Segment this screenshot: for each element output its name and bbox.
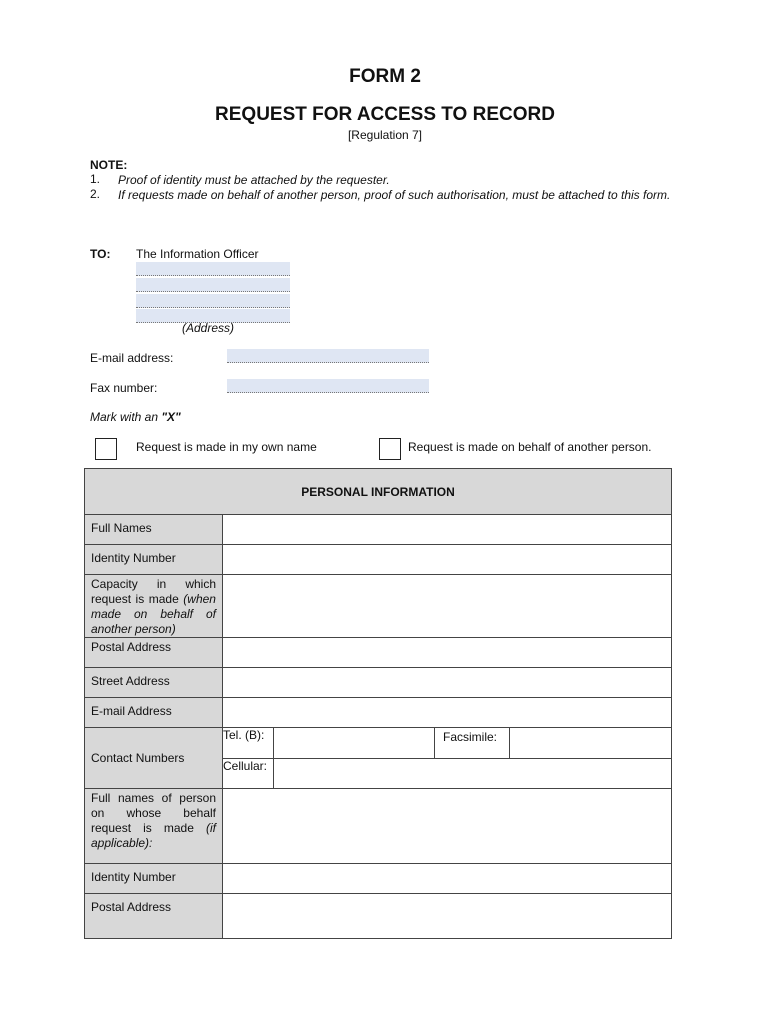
personal-information-table	[84, 468, 672, 939]
cellular-label: Cellular:	[223, 758, 274, 788]
personal-information-heading: PERSONAL INFORMATION	[85, 469, 672, 515]
contact-numbers-subtable	[223, 728, 671, 788]
capacity-label-note: (when made on behalf of another person)	[91, 592, 216, 636]
fax-field[interactable]	[227, 379, 429, 393]
address-line-1[interactable]	[136, 262, 290, 276]
postal-address-2-field[interactable]	[223, 894, 672, 939]
identity-number-2-label: Identity Number	[85, 864, 223, 894]
full-names-label: Full Names	[85, 515, 223, 545]
note-item-1-number: 1.	[90, 172, 101, 186]
to-label: TO:	[90, 247, 111, 261]
tel-b-label: Tel. (B):	[223, 728, 274, 758]
mark-instruction	[90, 410, 181, 424]
form-number: FORM 2	[349, 66, 421, 87]
note-item-1	[90, 172, 678, 188]
identity-number-field[interactable]	[223, 545, 672, 575]
note-heading: NOTE:	[90, 158, 128, 172]
own-name-checkbox[interactable]	[95, 438, 117, 460]
email-field[interactable]	[227, 349, 429, 363]
capacity-label-text: Capacity in which request is made	[91, 577, 216, 606]
behalf-label: Request is made on behalf of another person.	[408, 440, 652, 454]
facsimile-field[interactable]	[510, 728, 672, 758]
email-address-field[interactable]	[223, 698, 672, 728]
mark-instruction-text: Mark with an	[90, 410, 162, 424]
email-address-label: E-mail Address	[85, 698, 223, 728]
street-address-field[interactable]	[223, 668, 672, 698]
behalf-person-label-note: (if applicable):	[91, 821, 216, 850]
email-label: E-mail address:	[90, 351, 174, 365]
own-name-label: Request is made in my own name	[136, 440, 317, 454]
contact-numbers-label: Contact Numbers	[85, 728, 223, 789]
address-line-2[interactable]	[136, 278, 290, 292]
note-item-1-text: Proof of identity must be attached by the requester.	[118, 173, 390, 187]
street-address-label: Street Address	[85, 668, 223, 698]
postal-address-field[interactable]	[223, 638, 672, 668]
postal-address-label: Postal Address	[85, 638, 223, 668]
regulation-ref: [Regulation 7]	[347, 128, 423, 142]
page-title: REQUEST FOR ACCESS TO RECORD	[215, 104, 555, 125]
behalf-person-label	[85, 789, 223, 864]
identity-number-2-field[interactable]	[223, 864, 672, 894]
address-caption: (Address)	[182, 321, 235, 335]
behalf-person-label-text: Full names of person on whose behalf request is made	[91, 791, 216, 835]
cellular-field[interactable]	[274, 758, 672, 788]
fax-label: Fax number:	[90, 381, 158, 395]
note-item-2-number: 2.	[90, 187, 101, 201]
facsimile-label: Facsimile:	[435, 728, 510, 758]
note-item-2	[90, 187, 678, 203]
note-item-2-text: If requests made on behalf of another person, proof of such authorisation, must be attached to this form.	[118, 188, 671, 202]
capacity-field[interactable]	[223, 575, 672, 638]
mark-symbol: "X"	[161, 410, 181, 424]
full-names-field[interactable]	[223, 515, 672, 545]
capacity-label	[85, 575, 223, 638]
behalf-checkbox[interactable]	[379, 438, 401, 460]
contact-numbers-cell	[223, 728, 672, 789]
address-line-3[interactable]	[136, 294, 290, 308]
behalf-person-field[interactable]	[223, 789, 672, 864]
identity-number-label: Identity Number	[85, 545, 223, 575]
recipient-name: The Information Officer	[136, 247, 259, 261]
tel-b-field[interactable]	[274, 728, 435, 758]
postal-address-2-label: Postal Address	[85, 894, 223, 939]
